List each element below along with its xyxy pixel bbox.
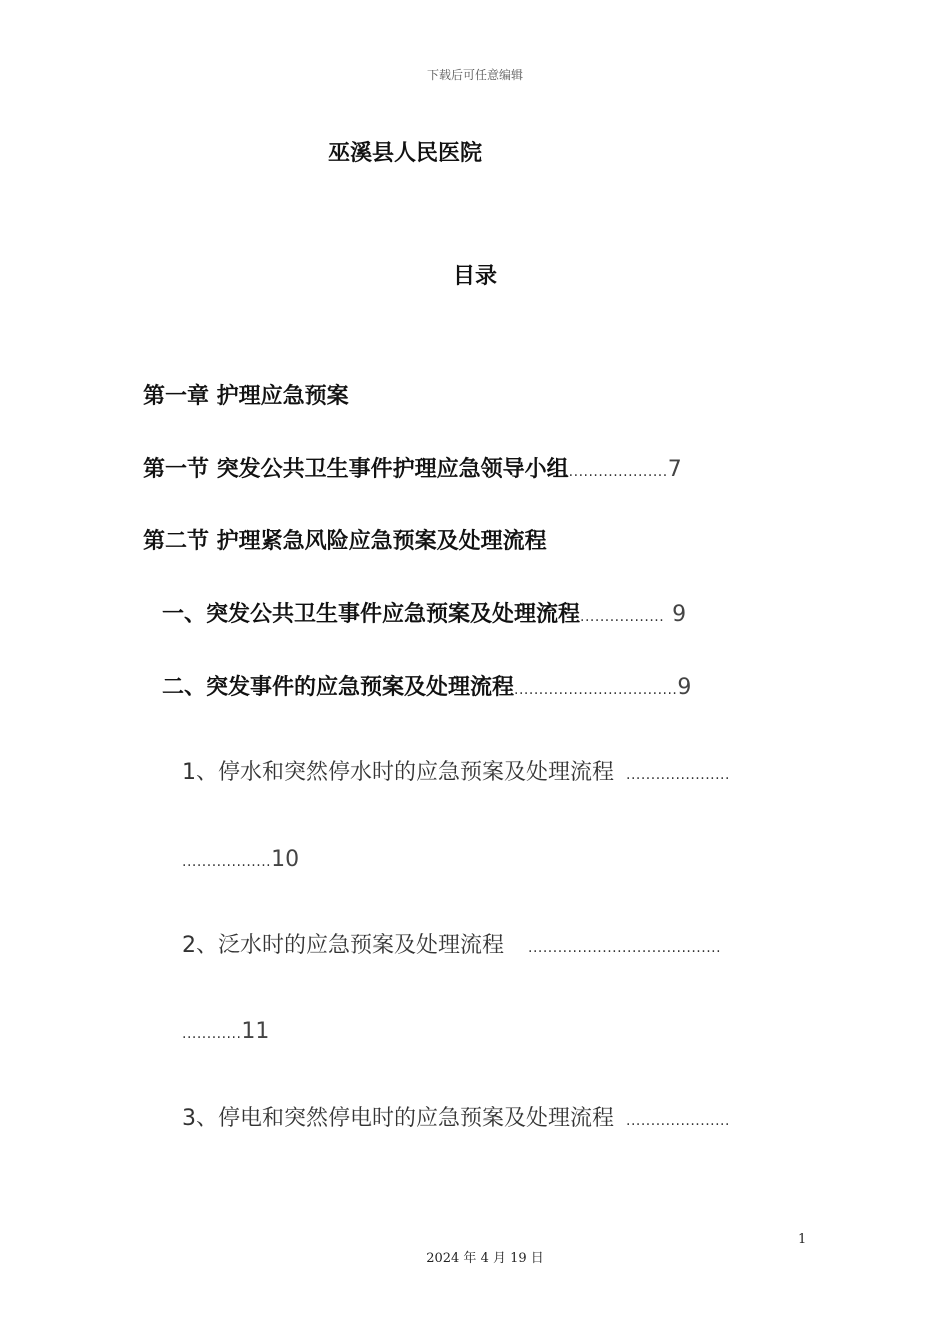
toc-page-number: 11 (241, 1019, 270, 1044)
toc-entry-text: 第一节 突发公共卫生事件护理应急领导小组 (143, 457, 569, 482)
toc-page-number: 7 (667, 457, 682, 482)
toc-entry-sub-2[interactable] (182, 931, 721, 963)
page-number: 1 (798, 1232, 807, 1247)
toc-entry-item-1[interactable] (162, 600, 686, 632)
toc-entry-text: 3、停电和突然停电时的应急预案及处理流程 (182, 1106, 614, 1131)
toc-leader-dots: ................. (580, 609, 665, 625)
toc-page-number: 10 (271, 847, 300, 872)
toc-entry-chapter-1[interactable] (143, 382, 349, 412)
toc-entry-item-2[interactable] (162, 673, 691, 705)
toc-leader-dots: ....................................... (528, 940, 722, 956)
toc-entry-sub-3[interactable] (182, 1104, 730, 1136)
toc-page-number: 9 (672, 602, 687, 627)
toc-entry-text: 第一章 护理应急预案 (143, 384, 349, 409)
footer-date: 2024 年 4 月 19 日 (426, 1251, 544, 1266)
toc-entry-sub-1-continued[interactable] (182, 845, 299, 877)
header-note: 下载后可任意编辑 (426, 68, 523, 82)
toc-entry-section-1[interactable] (143, 455, 682, 487)
toc-leader-dots: ..................... (626, 767, 730, 783)
toc-title: 目录 (453, 264, 498, 289)
toc-entry-sub-1[interactable] (182, 758, 730, 790)
toc-entry-text: 第二节 护理紧急风险应急预案及处理流程 (143, 529, 547, 554)
toc-entry-text: 1、停水和突然停水时的应急预案及处理流程 (182, 760, 614, 785)
toc-page-number: 9 (677, 675, 692, 700)
toc-leader-dots: ................................. (514, 682, 678, 698)
toc-entry-text: 一、突发公共卫生事件应急预案及处理流程 (162, 602, 581, 627)
hospital-name: 巫溪县人民医院 (328, 141, 483, 166)
toc-leader-dots: ..................... (626, 1113, 730, 1129)
toc-leader-dots: .................... (568, 464, 668, 480)
toc-leader-dots: .................. (182, 854, 272, 870)
toc-leader-dots: ............ (182, 1026, 242, 1042)
toc-entry-text: 二、突发事件的应急预案及处理流程 (162, 675, 515, 700)
toc-entry-section-2[interactable] (143, 527, 547, 557)
toc-entry-sub-2-continued[interactable] (182, 1017, 269, 1049)
toc-entry-text: 2、泛水时的应急预案及处理流程 (182, 933, 504, 958)
